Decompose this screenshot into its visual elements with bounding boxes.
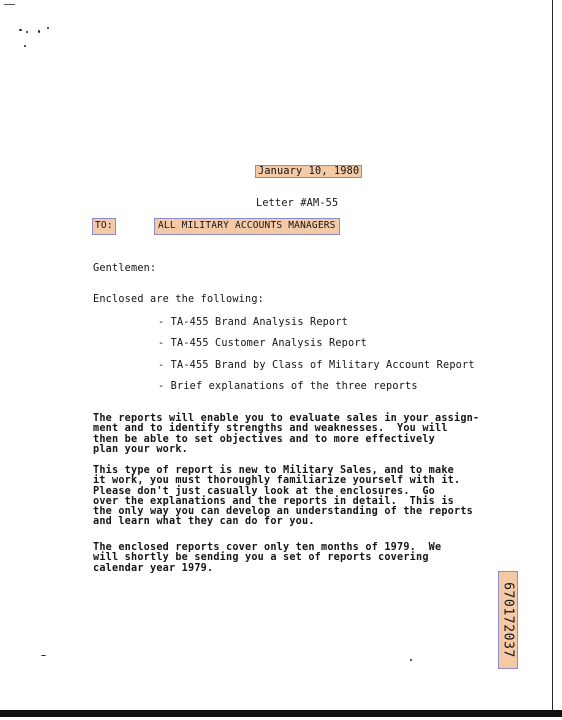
scan-speck: [26, 31, 28, 33]
scan-speck: [47, 27, 49, 29]
recipient: ALL MILITARY ACCOUNTS MANAGERS: [155, 219, 339, 234]
body-paragraph: The reports will enable you to evaluate sales in your assign- ment and to identify strengths and weaknesses. You will then be able to set objectives and to more effectively plan your work.: [93, 413, 480, 455]
intro-line: Enclosed are the following:: [93, 294, 265, 305]
letter-reference: Letter #AM-55: [256, 197, 339, 209]
to-label: TO:: [93, 219, 115, 234]
body-paragraph: The enclosed reports cover only ten months of 1979. We will shortly be sending you a set of reports covering calendar year 1979.: [93, 542, 442, 574]
page-edge-bottom: [0, 710, 562, 717]
body-paragraph: This type of report is new to Military Sales, and to make it work, you must thoroughly familiarize yourself with it. Please don't just casually look at the enclosures. Go over the explanations and the reports in detail. This is the only way you can develop an understanding of the reports and learn what they can do for you.: [93, 465, 474, 528]
greeting: Gentlemen:: [93, 263, 157, 274]
document-id-stamp: [499, 572, 517, 668]
enclosure-item: - TA-455 Brand Analysis Report: [158, 317, 349, 328]
document-id: 670172037: [500, 582, 516, 658]
page-edge-right: [552, 0, 553, 712]
letter-date: January 10, 1980: [258, 166, 360, 177]
scan-mark: [4, 4, 15, 5]
scan-speck: [410, 659, 412, 661]
date-block: [256, 146, 361, 230]
enclosure-item: - TA-455 Customer Analysis Report: [158, 338, 368, 349]
scan-speck: [38, 30, 40, 33]
scan-speck: [19, 29, 22, 31]
enclosure-item: - TA-455 Brand by Class of Military Account Report: [158, 360, 475, 371]
enclosure-item: - Brief explanations of the three reports: [158, 381, 418, 392]
scan-speck: [24, 45, 26, 47]
scan-speck: [41, 655, 46, 656]
